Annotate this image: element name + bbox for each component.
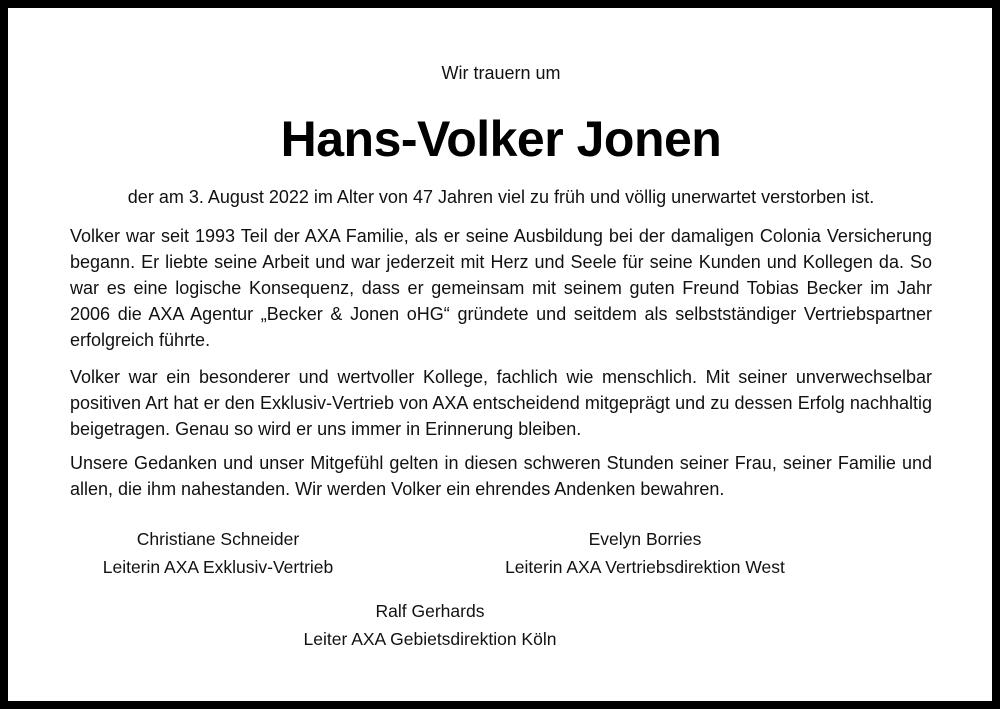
signatory-title: Leiterin AXA Exklusiv-Vertrieb (102, 557, 334, 577)
signatory-block (68, 525, 368, 581)
signatory-name: Christiane Schneider (136, 529, 300, 549)
signatory-title: Leiterin AXA Vertriebsdirektion West (505, 557, 785, 577)
deceased-name: Hans-Volker Jonen (280, 111, 722, 167)
signatory-block (240, 597, 620, 653)
signatory-title: Leiter AXA Gebietsdirektion Köln (303, 629, 557, 649)
paragraph-condolences: Unsere Gedanken und unser Mitgefühl gelten in diesen schweren Stunden seiner Frau, seiner Familie und allen, die ihm nahestanden. Wir werden Volker ein ehrendes Andenken bewahren. (70, 453, 932, 499)
intro-line: Wir trauern um (441, 63, 561, 83)
paragraph-career: Volker war seit 1993 Teil der AXA Familie, als er seine Ausbildung bei der damaligen Colonia Versicherung begann. Er liebte seine Arbeit und war jederzeit mit Herz und Seele für seine Kunden und Kollegen da. So war es eine logische Konsequenz, dass er gemeinsam mit seinem guten Freund Tobias Becker im Jahr 2006 die AXA Agentur „Becker & Jonen oHG“ gründete und seitdem als selbstständiger Vertriebspartner erfolgreich führte. (70, 226, 932, 350)
death-notice-line: der am 3. August 2022 im Alter von 47 Jahren viel zu früh und völlig unerwartet verstorben ist. (127, 187, 875, 207)
paragraph-colleague: Volker war ein besonderer und wertvoller Kollege, fachlich wie menschlich. Mit seiner unverwechselbar positiven Art hat er den Exklusiv-Vertrieb von AXA entscheidend mitgeprägt und zu dessen Erfolg nachhaltig beigetragen. Genau so wird er uns immer in Erinnerung bleiben. (70, 367, 932, 439)
signatory-name: Evelyn Borries (588, 529, 702, 549)
signatory-name: Ralf Gerhards (375, 601, 485, 621)
signatory-block (465, 525, 825, 581)
